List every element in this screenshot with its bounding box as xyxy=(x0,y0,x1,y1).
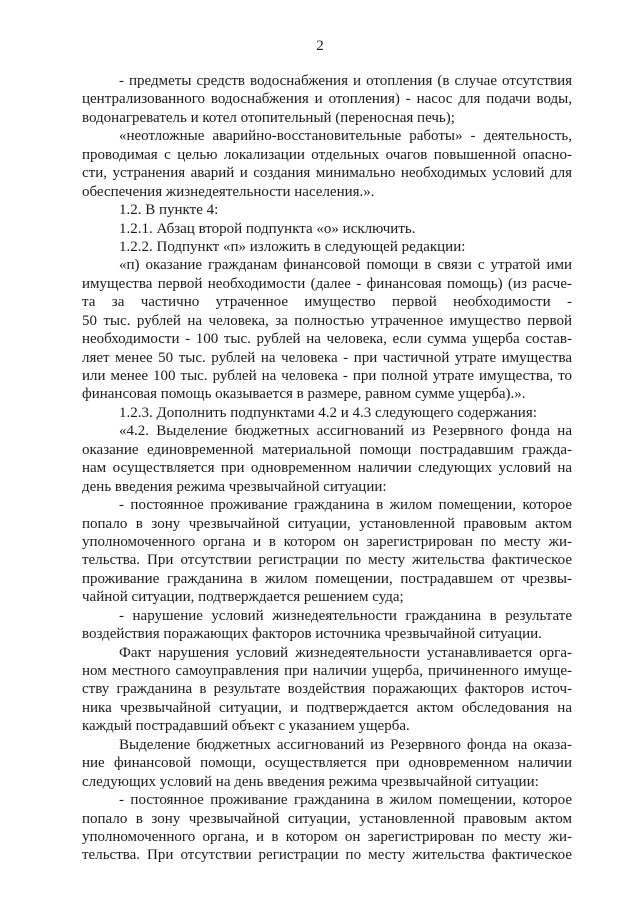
text-line: необходимости - 100 тыс. рублей на человека, если сумма ущерба состав- xyxy=(82,331,572,348)
text-line: уполномоченного органа и в котором он зарегистрирован по месту жи- xyxy=(82,533,572,550)
page-number: 2 xyxy=(316,38,324,54)
text-line: 50 тыс. рублей на человека, за полностью утраченное имущество первой xyxy=(82,312,572,329)
text-line: попало в зону чрезвычайной ситуации, установленной правовым актом xyxy=(82,810,572,827)
text-line: тельства. При отсутствии регистрации по месту жительства фактическое xyxy=(82,847,572,864)
text-line: следующих условий на день введения режима чрезвычайной ситуации: xyxy=(82,773,539,790)
text-line: проживание гражданина в жилом помещении, пострадавшем от чрезвы- xyxy=(82,570,572,587)
text-line: - постоянное проживание гражданина в жилом помещении, которое xyxy=(119,792,572,809)
text-line: 1.2.3. Дополнить подпунктами 4.2 и 4.3 следующего содержания: xyxy=(119,404,537,421)
text-line: каждый пострадавший объект с указанием ущерба. xyxy=(82,718,410,735)
document-body xyxy=(82,72,572,865)
text-line: ляет менее 50 тыс. рублей на человека - при частичной утрате имущества xyxy=(82,349,572,366)
text-line: ние финансовой помощи, осуществляется при одновременном наличии xyxy=(82,755,572,772)
text-line: централизованного водоснабжения и отопления) - насос для подачи воды, xyxy=(82,91,572,108)
text-line: ству гражданина в результате воздействия поражающих факторов источ- xyxy=(82,681,572,698)
text-line: 1.2. В пункте 4: xyxy=(119,202,219,219)
text-line: 1.2.2. Подпункт «п» изложить в следующей редакции: xyxy=(119,238,466,255)
text-line: Факт нарушения условий жизнедеятельности устанавливается орга- xyxy=(119,644,572,661)
text-line: - предметы средств водоснабжения и отопления (в случае отсутствия xyxy=(119,73,572,89)
text-line: нам осуществляется при одновременном наличии следующих условий на xyxy=(82,460,572,477)
text-line: Выделение бюджетных ассигнований из Резервного фонда на оказа- xyxy=(119,736,572,753)
text-line: ника чрезвычайной ситуации, и подтверждается актом обследования на xyxy=(82,699,572,716)
text-line: обеспечения жизнедеятельности населения.». xyxy=(82,183,375,200)
text-line: оказание единовременной материальной помощи пострадавшим гражда- xyxy=(82,441,572,458)
text-line: проводимая с целью локализации отдельных очагов повышенной опасно- xyxy=(82,146,572,163)
text-line: - постоянное проживание гражданина в жилом помещении, которое xyxy=(119,497,572,514)
text-line: «п) оказание гражданам финансовой помощи в связи с утратой ими xyxy=(119,257,572,274)
text-line: ном местного самоуправления при наличии ущерба, причиненного имуще- xyxy=(82,663,572,679)
text-line: чайной ситуации, подтверждается решением суда; xyxy=(82,589,404,606)
text-line: тельства. При отсутствии регистрации по месту жительства фактическое xyxy=(82,552,572,569)
text-line: финансовая помощь оказывается в размере, равном сумме ущерба).». xyxy=(82,386,526,403)
text-line: уполномоченного органа, и в котором он зарегистрирован по месту жи- xyxy=(82,828,572,845)
text-line: воздействия поражающих факторов источника чрезвычайной ситуации. xyxy=(82,626,542,643)
text-line: сти, устранения аварий и создания минимально необходимых условий для xyxy=(82,165,572,182)
text-line: день введения режима чрезвычайной ситуации: xyxy=(82,478,387,495)
text-line: «неотложные аварийно-восстановительные работы» - деятельность, xyxy=(119,128,572,145)
text-line: «4.2. Выделение бюджетных ассигнований из Резервного фонда на xyxy=(119,423,572,440)
text-line: имущества первой необходимости (далее - финансовая помощь) (из расче- xyxy=(82,275,572,292)
text-line: водонагреватель и котел отопительный (переносная печь); xyxy=(82,109,455,126)
text-line: та за частично утраченное имущество первой необходимости - xyxy=(82,294,572,311)
text-line: - нарушение условий жизнедеятельности гражданина в результате xyxy=(119,607,572,624)
text-line: или менее 100 тыс. рублей на человека - при полной утрате имущества, то xyxy=(82,368,572,384)
text-line: попало в зону чрезвычайной ситуации, установленной правовым актом xyxy=(82,515,572,532)
text-line: 1.2.1. Абзац второй подпункта «о» исключить. xyxy=(119,220,416,237)
